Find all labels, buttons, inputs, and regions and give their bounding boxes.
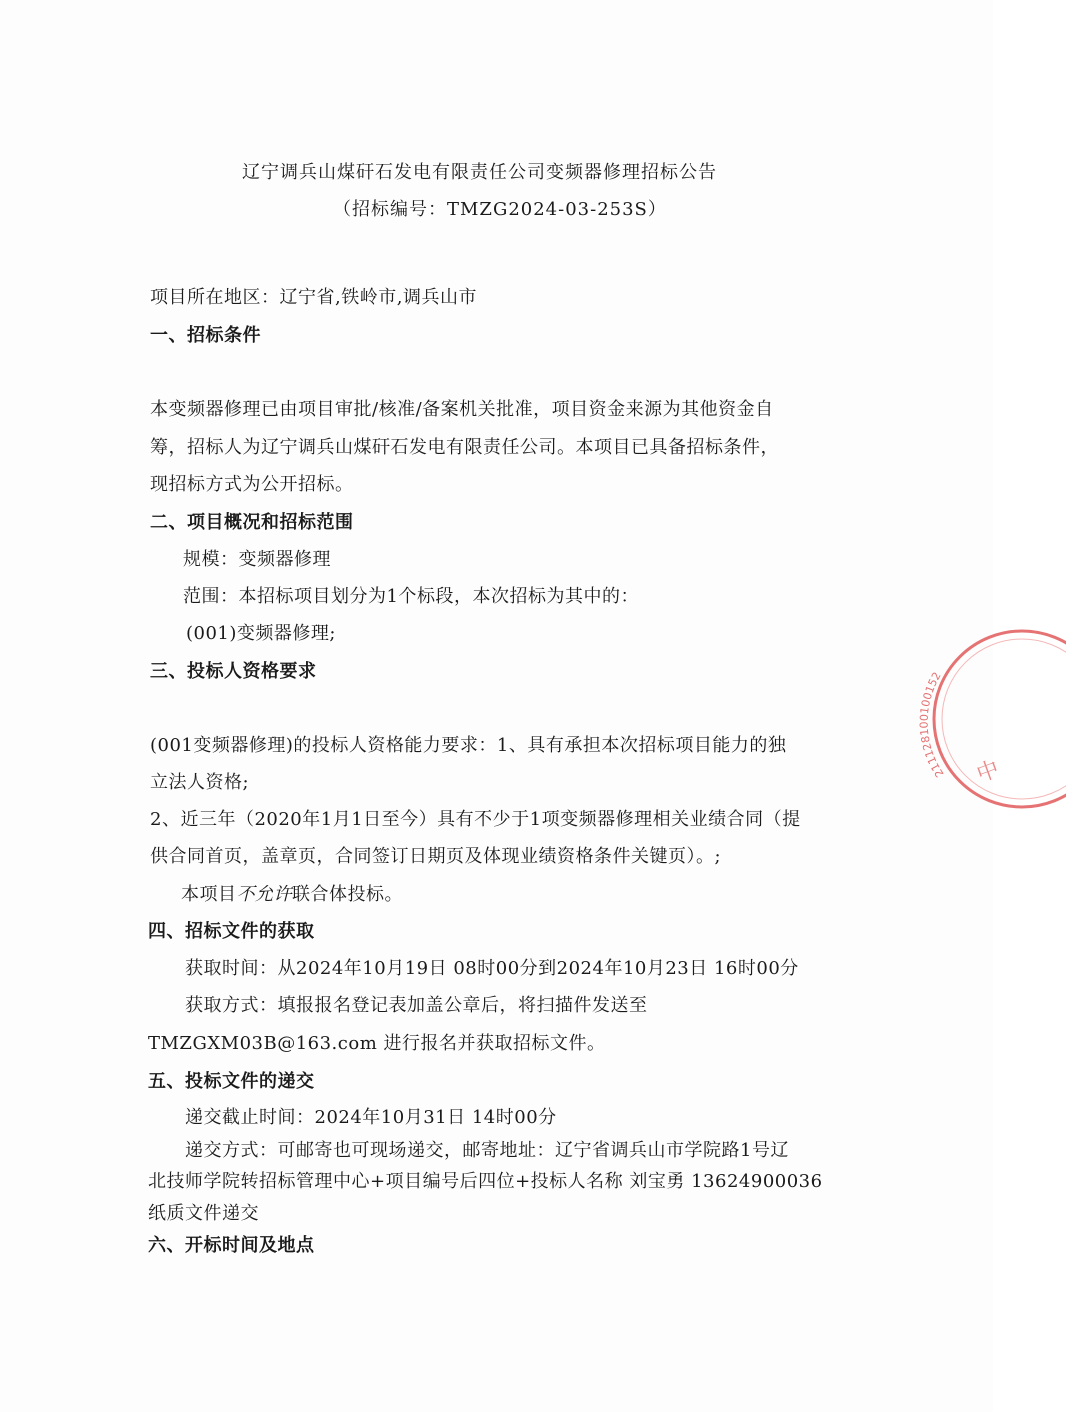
submission-method-line-2: 北技师学院转招标管理中心+项目编号后四位+投标人名称 刘宝勇 13624900036 (148, 1171, 823, 1192)
stamp-serial-text: 211128100100152 (917, 669, 947, 780)
project-lot: (001)变频器修理; (186, 623, 336, 644)
section-1-line-3: 现招标方式为公开招标。 (150, 474, 354, 495)
project-scale: 规模：变频器修理 (183, 549, 331, 570)
tender-number: （招标编号：TMZG2024-03-253S） (333, 199, 667, 220)
qualification-2-line-2: 供合同首页，盖章页，合同签订日期页及体现业绩资格条件关键页）。; (150, 846, 722, 867)
stamp-inner-ring (942, 639, 1066, 799)
consortium-note (181, 883, 403, 907)
project-scope: 范围：本招标项目划分为1个标段，本次招标为其中的： (183, 586, 639, 607)
section-4-heading: 四、招标文件的获取 (148, 921, 315, 942)
section-5-heading: 五、投标文件的递交 (148, 1071, 315, 1092)
section-3-heading: 三、投标人资格要求 (150, 661, 317, 682)
qualification-1-line-1: (001变频器修理)的投标人资格能力要求：1、具有承担本次招标项目能力的独 (150, 735, 787, 756)
qualification-2-line-1: 2、近三年（2020年1月1日至今）具有不少于1项变频器修理相关业绩合同（提 (150, 809, 801, 830)
project-location: 项目所在地区：辽宁省,铁岭市,调兵山市 (150, 287, 477, 308)
qualification-1-line-2: 立法人资格; (150, 772, 250, 793)
company-seal-stamp (917, 624, 1066, 814)
submission-method-line-3: 纸质文件递交 (148, 1203, 259, 1224)
stamp-glyph: 中 (973, 756, 1003, 788)
acquisition-method-line-2: TMZGXM03B@163.com 进行报名并获取招标文件。 (148, 1033, 606, 1054)
acquisition-time: 获取时间：从2024年10月19日 08时00分到2024年10月23日 16时00分 (185, 958, 799, 979)
consortium-suffix: 联合体投标。 (292, 884, 403, 905)
submission-deadline: 递交截止时间：2024年10月31日 14时00分 (185, 1107, 557, 1128)
section-2-heading: 二、项目概况和招标范围 (150, 512, 354, 533)
section-6-heading: 六、开标时间及地点 (148, 1235, 315, 1256)
section-1-line-2: 筹，招标人为辽宁调兵山煤矸石发电有限责任公司。本项目已具备招标条件， (150, 437, 779, 458)
document-title: 辽宁调兵山煤矸石发电有限责任公司变频器修理招标公告 (242, 162, 717, 183)
acquisition-method-line-1: 获取方式：填报报名登记表加盖公章后，将扫描件发送至 (185, 995, 648, 1016)
consortium-italic: 不允许 (236, 884, 292, 905)
section-1-heading: 一、招标条件 (150, 325, 261, 346)
section-1-line-1: 本变频器修理已由项目审批/核准/备案机关批准，项目资金来源为其他资金自 (150, 399, 774, 420)
submission-method-line-1: 递交方式：可邮寄也可现场递交，邮寄地址：辽宁省调兵山市学院路1号辽 (185, 1140, 789, 1161)
consortium-prefix: 本项目 (181, 884, 237, 905)
